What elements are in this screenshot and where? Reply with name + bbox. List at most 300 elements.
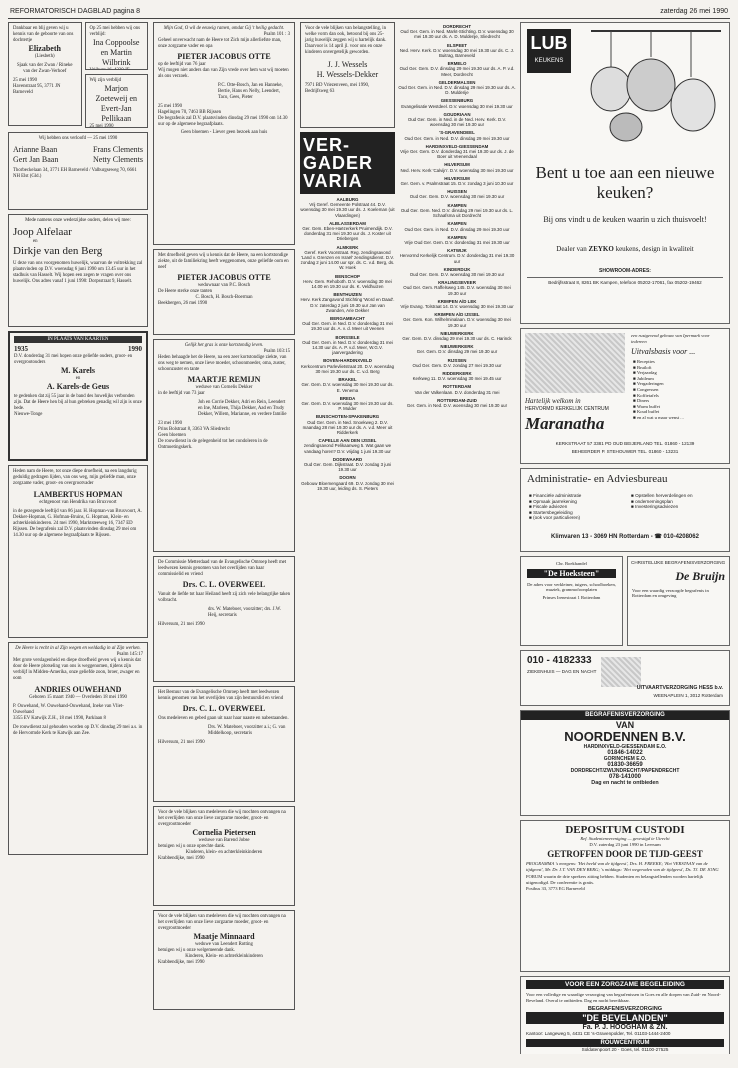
marriage-announcement [8, 214, 148, 327]
groom-name: Joop Alfelaar [13, 226, 72, 238]
custodi-title: DEPOSITUM CUSTODI [565, 824, 685, 836]
custodi-program: PROGRAMMA 's morgens: 'Het beeld van de tijdgeest', Drs. H. FREEKE; 'Het VERSTAAN van de tijdgeest', Mr. Dr. J.T. VAN DEN BERG; 's middags: 'Het wegeraden van de tijdgeest', Ds. TJ. DE JONG [526, 861, 719, 872]
meeting-listing [398, 203, 516, 219]
listing-town: RIDDERKERK [442, 370, 472, 376]
death-notice-otte-2 [153, 249, 295, 335]
name: Netty Clements [93, 155, 143, 164]
listing-details: Oud Ger. Gem. Dijkstraat. D.V. zondag 3 juni 19.30 uur [303, 461, 392, 473]
building-photo [525, 333, 625, 393]
logo-line-2: GADER [303, 153, 374, 173]
listing-details: Ned. Herv. Kerk. D.V. woensdag 30 mei 19.30 uur ds. C. J. Buitrag, Barneveld [399, 47, 515, 59]
bruijn-text: Voor een waardig verzorgde begrafenis in Rotterdam en omgeving [632, 587, 709, 599]
lub-keukens-ad [520, 22, 730, 324]
bullet-icon: ■ [633, 381, 637, 387]
bureau-title-2: Adviesbureau [606, 473, 668, 485]
birth-announcement-elizabeth [8, 22, 82, 126]
meeting-listing [300, 457, 395, 473]
announcement-text: D.V. donderdag 31 mei hopen onze geliefde ouders, groot- en overgrootouders [14, 354, 133, 365]
hess-label: ZIEKENHUIS — DAG EN NACHT [527, 669, 597, 674]
and-word: en [33, 239, 38, 244]
listing-town: BREDA [339, 395, 356, 401]
listing-town: NIEUWERKERK [440, 344, 474, 350]
hess-firm: UITVAARTVERZORGING HESS b.v. [636, 685, 723, 691]
notice-text: Voor de vele blijken van belangstelling, in welke vorm dan ook, betoond bij ons 25-jarig huwelijk zeggen wij u hartelijk dank. Daarvoor is 14 april jl. voor ons en onze kinderen onvergetelijk geworden. [305, 26, 387, 55]
meeting-listing [300, 358, 395, 374]
listing-details: Ger. Gem. D.V. woensdag 30 mei 19.30 uur ds. P. Mulder [301, 400, 394, 412]
maranatha-manager: BEHEERDER P. STEHOUWER TEL. 01860 - 13231 [571, 449, 679, 454]
meeting-listings [398, 24, 516, 408]
age: op de leeftijd van 76 jaar [158, 62, 206, 67]
column-death-notices [153, 22, 295, 1054]
meeting-listing [398, 248, 516, 264]
deceased-name: ANDRIES OUWEHAND [34, 685, 122, 694]
listing-town: ALBLASSERDAM [329, 220, 366, 226]
bible-quote: Mijn God, O wil de eeuwig ramen, omdat Gij 't heilig gedacht. [163, 26, 285, 31]
meeting-listing [398, 24, 516, 40]
meeting-listing [398, 280, 516, 296]
bullet-label: Congressen [636, 386, 659, 392]
bullet-label: Diners [636, 398, 650, 404]
bullet-icon: ■ [633, 370, 637, 376]
bullet-icon: ■ [529, 493, 534, 498]
dealer-tagline: keukens, design in kwaliteit [615, 245, 694, 253]
meeting-listing [300, 475, 395, 491]
listing-town: GIESSENBURG [440, 98, 474, 104]
bullet-label: (ook voor particulieren) [533, 515, 581, 521]
meeting-listing [300, 274, 395, 290]
meeting-listing [398, 267, 516, 277]
bible-quote: Gelijk het gras is onze kortstondig leven. [184, 343, 264, 348]
deceased-name: MAARTJE REMIJN [187, 375, 261, 384]
names: Marjon Zoeteweij en Evert-Jan Pellikaan [95, 84, 138, 123]
bullet-label: Verjaardag [636, 370, 657, 376]
listing-details: Oud Ger. Gem. Ned. D.V. dinsdag 29 mei 19.30 uur ds. L. Schaafsma uit Dordrecht [400, 207, 514, 219]
thanks-notice-pietersen [153, 806, 295, 906]
name: Frans Clements [93, 145, 143, 154]
section-bar: IN PLAATS VAN KAARTEN [14, 336, 142, 343]
ad-intro: een rustgevend gebouw van Ipermark voor iedereen [631, 333, 710, 344]
notice-text-2: betuigen wij u onze oprechte dank. [158, 844, 226, 849]
meeting-listing [398, 61, 516, 77]
deceased-name: Maatje Minnaard [193, 932, 255, 941]
bullet-icon: ■ [633, 386, 637, 392]
meeting-listing [398, 299, 516, 309]
parents: Sjaak van der Zwan / Rineke van der Zwan-Verhoef [16, 63, 73, 74]
custodi-date: D.V. zaterdag 23 juni 1990 in Leersum [589, 841, 661, 847]
notice-text: Het Bestuur van de Evangelische Omroep heeft met leedwezen kennis genomen van het overlijden van zijn bestuurslid en vriend [158, 690, 284, 701]
notice-text: Met grote verslagenheid en diepe droefheid geven wij u kennis dat door de Heere plotseling van ons is weggenomen, tijdens zijn verblijf in Midden-Amerika, onze geliefde zoon, broer, zwager en oom [13, 658, 141, 681]
engaged-names-row-1 [13, 145, 143, 155]
death-notice-remijn [153, 339, 295, 552]
bullet-icon: ■ [633, 403, 637, 409]
bullet-icon: ■ [631, 498, 636, 504]
engagement-announcement [8, 132, 148, 210]
engaged-names-row-2 [13, 155, 143, 165]
announcement-intro: Dankbaar en blij geven wij u kennis van de geboorte van ons dochtertje [13, 26, 74, 43]
meeting-listing [300, 414, 395, 435]
noordennen-phone-3: 078-141000 [608, 774, 642, 780]
death-notice-hopman [8, 465, 148, 638]
meeting-listing [398, 344, 516, 354]
listing-details: Oud Ger. Gem. in Ned. in de Ned. Herv. Kerk. D.V. woensdag 30 mei 19.30 uur [407, 117, 507, 128]
notice-text-2: Wij mogen niet anders dan van Zijn vrede over hem wat wij moeten als ons verzoek. [158, 68, 289, 79]
bible-reference: Psalm 103:15 [263, 349, 290, 354]
building-photo [601, 657, 641, 687]
meeting-listing [398, 43, 516, 59]
maranatha-name: Maranatha [525, 414, 605, 433]
meeting-listing [398, 358, 516, 368]
listing-details: Oud Ger. Gem. D.V. woensdag 30 mei 19.30 uur [409, 271, 505, 277]
organization: HERVORMD KERKELIJK CENTRUM [525, 406, 609, 412]
notice-footer: Geen bloemen - Liever geen bezoek aan huis [180, 130, 268, 135]
bible-reference: Psalm 101 : 3 [263, 32, 290, 37]
listing-town: HILVERSUM [444, 162, 470, 168]
family: Kinderen, Klein- en achterkleinkinderen [185, 954, 263, 959]
listing-town: ALMKERK [336, 244, 359, 250]
bullet-label: Vergaderingen [636, 381, 664, 387]
listing-details: Oud Ger. Gem. in Ned. D.V. donderdag 31 mei 19.30 uur ds. A. v. d. Meer uit Veenen [302, 321, 393, 332]
bullet-label: Jubileum [636, 375, 654, 381]
and-word: en [75, 376, 81, 381]
notice-text-3: De begrafenis zal D.V. plaatsvinden dinsdag 29 mei 1990 om 14.30 uur op de algemene begraafplaats. [158, 116, 288, 127]
date: 25 mei 1990 [158, 104, 182, 109]
vergader-varia-logo [300, 132, 395, 194]
listing-town: BORSSELE [335, 334, 360, 340]
notice-text-2: Vanuit de liefde tot haar Heiland heeft zij zich vele belangrijke taken volbracht. [158, 592, 290, 603]
logo-line-1: VER- [303, 135, 351, 155]
family: C. Bosch, H. Bosch-Boerman [195, 295, 253, 300]
deceased-name: Cornelia Pietersen [192, 828, 256, 837]
thanks-notice-wessels [300, 22, 395, 128]
de-bevelanden-ad [520, 976, 730, 1054]
address: Krabbendijke, mei 1990 [158, 960, 205, 965]
logo-text: LUB [530, 33, 568, 53]
notice-text: De Commissie Metterdaad van de Evangelische Omroep heeft met leedwezen kennis genomen van het overlijden van haar commissielid en vriend [158, 560, 287, 577]
date: 25 mei 1990 [89, 124, 114, 128]
meeting-listing [300, 245, 395, 271]
dealer-label: Dealer van [556, 245, 587, 253]
custodi-text: FORUM waarin de drie sprekers zitting hebben. Studenten en belangstellenden worden hartelijk uitgenodigd. De conferentie is gratis. [526, 874, 704, 885]
listing-town: 'S-GRAVENDEEL [439, 130, 475, 136]
bullet-icon: ■ [633, 409, 637, 415]
bullet-icon: ■ [633, 392, 637, 398]
bride-name: Dirkje van den Berg [13, 245, 103, 257]
bruijn-top: CHRISTELIJKE BEGRAFENISVERZORGING [631, 560, 726, 565]
listing-details: Geref. Kerk Voorstraat. Reg. zendingsavond 'Land v. Grenzen en Israël' zendingsdienst. D.V. zondag 2 juni 14.00 uur spr. ds. C. v.d. Berg, ds. W. Hoek [300, 249, 395, 271]
boekhandel-ad [520, 556, 623, 646]
age: in de leeftijd van 73 jaar [158, 391, 205, 396]
listing-town: KRALINGSEVEER [438, 280, 476, 286]
date: Hilversum, 21 mei 1990 [158, 622, 205, 627]
listing-town: BERGAMBACHT [330, 316, 365, 322]
listing-details: zendingsavond Pelikaanweg 5. Wat gaan we vandaag horen? D.V. vrijdag 1 juni 19.30 uur [303, 443, 392, 454]
death-notice-overweel-1 [153, 556, 295, 682]
shop-description: De adres voor verkleiner, tuigers, schoolboeken, muziek, grammofoonplaten [527, 581, 616, 593]
maranatha-ad [520, 328, 730, 464]
deceased-relation: weduwe van Cornelis Dekker [195, 385, 253, 390]
meeting-listing [398, 371, 516, 381]
listing-details: Hervormd Kerkelijk Centrum. D.V. donderdag 31 mei 19.30 uur [399, 253, 515, 264]
notice-text-2: De rouwdienst in de gelegenheid tot het condoleren in de Ontmoetingskerk. [158, 439, 268, 450]
listing-town: DOORN [339, 475, 356, 481]
bible-quote: De Heere is recht in al Zijn wegen en weldadig in al Zijn werken. [15, 646, 141, 651]
meeting-listing [398, 176, 516, 186]
bevelanden-name: "DE BEVELANDEN" [526, 1012, 724, 1024]
shop-name: "De Hoeksteen" [527, 569, 616, 578]
listing-details: Oud Ger. Gem. in Ned. D.V. donderdag 31 mei 14.30 uur ds. A. P. v.d. Meer, W.G.V. jaarvergadering [302, 339, 393, 356]
name: Gert Jan Baan [13, 155, 59, 164]
listing-town: GELDERMALSEN [438, 79, 476, 85]
deceased-name: PIETER JACOBUS OTTE [177, 52, 271, 61]
listing-town: CAPELLE AAN DEN IJSSEL [318, 438, 377, 444]
listing-details: Vrije Ger. Gem. D.V. donderdag 31 mei 19.30 uur ds. J. de Boer uit Veenendaal [400, 149, 514, 160]
bullet-label: Koffietafels [636, 392, 659, 398]
deceased-name: PIETER JACOBUS OTTE [177, 273, 271, 282]
listing-town: AALBURG [336, 197, 359, 202]
bevelanden-text: Voor een volledige en waardige verzorging van begrafenissen in Goes en alle dorpen van Zuid- en Noord-Beveland. Overal te ontbieden. Dag en nacht bereikbaar. [526, 992, 721, 1003]
listing-details: Oud Ger. Gem. D.V. woensdag 30 mei 19.30 uur [409, 194, 505, 200]
listing-town: ROTTERDAM-ZUID [437, 397, 477, 403]
place: Nieuwe-Tonge [14, 412, 43, 417]
meeting-listing [300, 316, 395, 332]
family: Kinderen, klein- en achterkleinkinderen [185, 850, 263, 855]
family: Joh en Corrie Dekker, Adri en Rein, Leendert en Ine, Marleen, Thija Dekker, Aad en Trudy Dekker, Willem, Marianne, en verdere familie [198, 400, 287, 417]
deceased-relation: weduwe van Barend Jobse [198, 838, 250, 843]
listing-details: Gebouw Bloemengaard 69. D.V. zondag 30 mei 19.30 uur, leiding ds. S. Pieters [301, 480, 394, 491]
signatories: Drs. W. Mateboer, voorzitter a.i.; G. van Middelkoop, secretaris [208, 725, 286, 736]
meeting-listing [300, 197, 395, 218]
hess-ad [520, 650, 730, 706]
announcement-intro: Op 25 mei hebben wij ons verblijd: [89, 26, 140, 37]
year-start: 1935 [14, 345, 28, 353]
year-end: 1990 [128, 345, 142, 353]
address: Beekbergen, 26 mei 1990 [158, 301, 208, 306]
listing-town: RIJSSEN [447, 357, 467, 363]
meeting-listing [398, 162, 516, 172]
address: Hagelingen 70, 7463 BB Rijssen [158, 110, 222, 115]
bullet-label: Opmaak jaarrekening [533, 498, 577, 504]
announcement-intro: Wij zijn verblijd [89, 78, 122, 83]
notice-text: Met droefheid geven wij u kennis dat de Heere, na een kortstondige ziekte, uit de familiekring heeft weggenomen, onze geliefde oom en neef [158, 253, 289, 270]
thanks-notice-minnaard [153, 910, 295, 1010]
date: Hilversum, 21 mei 1990 [158, 740, 205, 745]
brand-name: ZEYKO [588, 245, 614, 253]
birth-announcement-coppoolse [85, 22, 149, 70]
bullet-icon: ■ [529, 509, 534, 515]
family: P.C. Otte-Bosch, Jan en Hanneke, Bertie, Hans en Nelly, Leendert, Taco, Gees, Pieter [218, 83, 283, 100]
meeting-listing [398, 331, 516, 341]
listing-details: Oud Ger. Gem. in Ned. Snoekweg 2. D.V. maandag 28 mei 19.30 uur ds. A. v.d. Meer uit Ridderkerk [302, 419, 393, 435]
listing-details: Ger. Gem. D.V. dinsdag 29 mei 19.30 uur [416, 349, 498, 355]
bullet-item [633, 415, 727, 421]
listing-town: BENTHUIZEN [333, 292, 362, 298]
notice-text-2: Ons medeleven en gebed gaan uit naar haar naaste en nabestaanden. [158, 716, 289, 721]
signatories: drs. W. Mateboer, voorzitter; drs. J.W. Heij, secretaris [208, 607, 282, 618]
notice-text: Voor de vele blijken van medeleven die wij mochten ontvangen na het overlijden van onze lieve zorgzame moeder, groot- en overgrootmoeder [158, 914, 286, 931]
bullet-label: Bruiloft [636, 364, 652, 370]
listing-town: HARDINXVELD-GIESSENDAM [425, 143, 489, 149]
listing-details: Vrije Oud Ger. Gem. D.V. donderdag 31 mei 19.30 uur [404, 239, 510, 245]
admin-bureau-ad [520, 468, 730, 552]
bullet-icon: ■ [633, 364, 637, 370]
meeting-listings [300, 197, 395, 491]
announcement-intro: Wij hebben ons verloofd — 25 mei 1990 [38, 136, 118, 141]
listing-details: Oud Ger. Gem. in Ned. D.V. dinsdag 29 mei 19.30 uur [404, 226, 510, 232]
bullet-icon: ■ [633, 398, 637, 404]
bullet-icon: ■ [529, 515, 534, 521]
bullet-icon: ■ [529, 498, 534, 504]
husband-name: M. Karels [60, 366, 96, 375]
showroom-address: Bedrijfsstraat 8, 8261 BK Kampen, telefoon 05202-17061, fax 05202-19462 [527, 277, 723, 286]
listing-town: BENSCHOP [335, 273, 360, 279]
listing-town: KATWIJK [447, 248, 467, 254]
hess-address: WEENAPLEIN 1, 3012 Rotterdam [653, 693, 723, 698]
listing-town: NIEUWERKERK [440, 330, 474, 336]
noordennen-phone-2: 01830-36659 [607, 762, 643, 768]
logo-line-3: VARIA [303, 171, 363, 191]
listing-details: Herv. Kerk Zangavond Stichting 'Word en Daad'. D.V. zaterdag 2 juni 19.30 uur Jan van Zwanden, Arie Dekker [300, 297, 395, 313]
noordennen-region-3: DORDRECHT/ZWIJNDRECHT/PAPENDRECHT [570, 768, 680, 774]
paper-name: REFORMATORISCH DAGBLAD pagina 8 [10, 8, 141, 15]
address: 3355 EV Katwijk Z.H., 18 mei 1990, Parklaan 8 [13, 716, 106, 721]
bullet-icon: ■ [529, 504, 534, 510]
deceased-name: Drs. C. L. OVERWEEL [182, 704, 266, 713]
meeting-listing [398, 221, 516, 231]
meeting-listing [300, 396, 395, 412]
announcement-text: U deze van ons voorgenomen huwelijk, waarvan de voltrekking zal plaatsvinden op D.V. woensdag 6 juni 1990 om 13.45 uur in het stadhuis van Hasselt. Wij hopen een zegen te vragen over ons huwelijk. Ons adres vanaf 1 juni 1990: Dorpsstraat 9, Hasselt. [13, 261, 143, 284]
listing-town: BOVEN-HARDINXVELD [323, 358, 372, 364]
meeting-listing [398, 312, 516, 328]
column-family-announcements [8, 22, 148, 1054]
listing-details: Ger. Gem. D.V. dinsdag 29 mei 19.30 uur ds. C. Harinck [402, 335, 512, 341]
bullet-label: Investeringsadviezen [635, 504, 679, 510]
listing-details: Ger. Gem. Eben-Haëzerkerk Pruimendijk. D.V. donderdag 31 mei 19.30 uur ds. J. Koster uit Driebergen [302, 226, 393, 242]
bevelanden-heading: VOOR EEN ZORGZAME BEGELEIDING [526, 980, 724, 989]
wife-name: A. Karels-de Geus [46, 382, 110, 391]
notice-text: Heden behaagde het de Heere, na een zeer kortstondige ziekte, van ons weg te nemen, onze lieve moeder, schoonmoeder, oma, zuster, schoonzuster en tante [158, 355, 287, 372]
cooking-pans-illustration [581, 27, 727, 147]
notice-text-2: De rouwdienst zal gehouden worden op D.V. dinsdag 29 mei a.s. in de Hervormde Kerk te Katwijk aan Zee. [13, 725, 143, 736]
bullet-label: ondernemingsplan [635, 498, 673, 504]
listing-town: KAMPEN [447, 221, 467, 227]
death-notice-ouwehand [8, 642, 148, 855]
custodi-subtitle: Ref. Studentenvereniging — gevestigd te Utrecht [580, 836, 670, 841]
bullet-item [529, 515, 625, 521]
bruijn-name: De Bruijn [675, 568, 725, 583]
deceased-relation: weduwnaar van P.C. Bosch [197, 283, 251, 288]
listing-details: Oud Ger. Gem. Raffelsweg 145. D.V. woensdag 30 mei 19.30 uur [403, 285, 511, 296]
name: J. J. Wessels [327, 60, 368, 69]
van-noordennen-ad [520, 710, 730, 816]
meeting-listing [300, 221, 395, 242]
listing-details: Kerkcentrum Parlevlietstraat 20. D.V. woensdag 30 mei 19.30 uur ds. C. v.d. Berg [300, 363, 395, 374]
services-right [631, 493, 727, 510]
ad-row-bruijn [520, 556, 730, 650]
hess-phone: 010 - 4182333 [527, 655, 592, 666]
column-vergader-varia-2 [398, 22, 516, 1054]
listing-town: KRIMPEN A/D LEK [437, 298, 477, 304]
listing-town: GOUDRIAAN [443, 111, 471, 117]
bevelanden-address: Kantoor: Langeweg 5, 4431 CE 's-Gravenpolder, Tel. 01103-1444-2400 [526, 1031, 671, 1037]
page-header [8, 6, 730, 19]
bullet-label: Recepties [636, 359, 655, 364]
address: Havenstraat 95, 3771 JN Barneveld [13, 84, 61, 95]
showroom-label: SHOWROOM-ADRES: [599, 268, 651, 274]
bullet-icon: ■ [633, 414, 637, 420]
notice-text-2: De Heere sterke onze tanten [158, 289, 213, 294]
noordennen-region-2: GORINCHEM E.O. [603, 756, 647, 762]
listing-town: ERMELO [447, 61, 467, 67]
meeting-listing [398, 189, 516, 199]
notice-footer: Geen bloemen [158, 433, 186, 438]
lub-subheadline: Bij ons vindt u de keuken waarin u zich thuisvoelt! [543, 215, 707, 224]
noordennen-phone-1: 01846-14022 [607, 750, 643, 756]
listing-town: HILVERSUM [444, 175, 470, 181]
announcement-text-2: te gedenken dat zij 55 jaar in de band des huwelijks verbonden zijn. Dat de Heere hen bij al hun gebreken genadig wil zijn is onze bede. [14, 394, 142, 411]
bureau-title-1: Administratie- en [527, 473, 605, 485]
birth-row [8, 22, 148, 132]
bullet-label: Koud buffet [636, 409, 660, 415]
bullet-label: Opstellen herverdelingen en [635, 493, 693, 498]
notice-text: Voor de vele blijken van medeleven die wij mochten ontvangen na het overlijden van onze lieve zorgzame moeder, groot- en overgrootmoeder [158, 810, 286, 827]
listing-town: KINDERDIJK [443, 266, 471, 272]
listing-town: ELSPEET [446, 42, 467, 48]
listing-details: Ger. Gem. v. Psalmstraat 15. D.V. zondag 3 juni 10.30 uur [400, 181, 514, 187]
birth-announcement-zoeteweij [85, 74, 149, 128]
meeting-listing [398, 80, 516, 96]
listing-details: Ger. Gem. in Ned. D.V. woensdag 30 mei 19.30 uur [406, 402, 508, 408]
depositum-custodi-ad [520, 820, 730, 972]
bullet-icon: ■ [633, 359, 637, 364]
facility-list [633, 359, 727, 421]
name: Arianne Baan [13, 145, 58, 154]
noordennen-note: Dag en nacht te ontbieden [591, 780, 659, 786]
meeting-listing [398, 112, 516, 128]
life-dates: Geboren 15 maart 1940 — Overleden 18 mei 1990 [29, 695, 127, 700]
listing-town: DORDRECHT [442, 24, 472, 29]
listing-details: Van der Valkenlaan. D.V. donderdag 31 mei [414, 389, 500, 395]
parents: Ina Coppoolse en Martin Wilbrink [93, 38, 140, 67]
death-notice-overweel-2 [153, 686, 295, 802]
notice-text: in de gezegende leeftijd van 86 jaar. H. Hopman-van Bruxvoort, A. Dekker-Hopman, G. Hofman-Bruins, G. Hopman, Klein- en achterkleinkinderen. 24 mei 1990, Marktsteeweg 16, 7347 ED Rijssen. De begrafenis zal D.V. plaatsvinden dinsdag 29 mei om 14.30 uur op de algemene begraafplaats te Rijssen. [13, 509, 142, 538]
bullet-icon: ■ [631, 493, 636, 498]
meeting-listing [398, 130, 516, 140]
notice-text-2: betuigen wij u onze welgemeende dank. [158, 948, 235, 953]
listing-details: Oud Ger. Gem. D.V. dinsdag 29 mei 19.30 uur ds. A. P. v.d. Meer, Dordrecht [399, 66, 515, 77]
bureau-title [527, 473, 668, 485]
meeting-listing [300, 438, 395, 454]
bullet-label: Financiële administratie [533, 493, 582, 498]
noordennen-region: HARDINXVELD-GIESSENDAM E.O. [583, 744, 667, 750]
year-row [14, 345, 142, 354]
meeting-listing [398, 384, 516, 394]
custodi-address: Postbus 33, 3773 EG Barneveld [526, 885, 585, 891]
ad-list-header: Uitvalsbasis voor ... [631, 347, 696, 356]
listing-town: BRAKEL [338, 377, 357, 383]
rouwcentrum-bar: ROUWCENTRUM [526, 1039, 724, 1047]
bullet-label: en al wat u maar wenst ... [636, 414, 684, 420]
bevelanden-bar: BEGRAFENISVERZORGING [587, 1006, 663, 1013]
listing-town: KAMPEN [447, 234, 467, 240]
meeting-listing [398, 98, 516, 108]
deceased-name: LAMBERTUS HOPMAN [33, 490, 123, 499]
shop-address: Prinses Irenestraat 1 Rotterdam [542, 594, 601, 600]
listing-details: Oud Ger. Gem. in Ned. Markt-Stichting. D.V. woensdag 30 mei 19.30 uur ds. A. D. Mulderije, Sliedrecht [400, 29, 514, 40]
listing-details: Oud Ger. Gem. in Ned. D.V. dinsdag 29 mei 19.30 uur [404, 135, 510, 141]
deceased-name: Drs. C. L. OVERWEEL [182, 580, 266, 589]
listing-details: Kerkweg 11. D.V. woensdag 30 mei 19.45 uur [412, 376, 502, 382]
custodi-theme: GETROFFEN DOOR DE TIJD-GEEST [547, 849, 703, 860]
